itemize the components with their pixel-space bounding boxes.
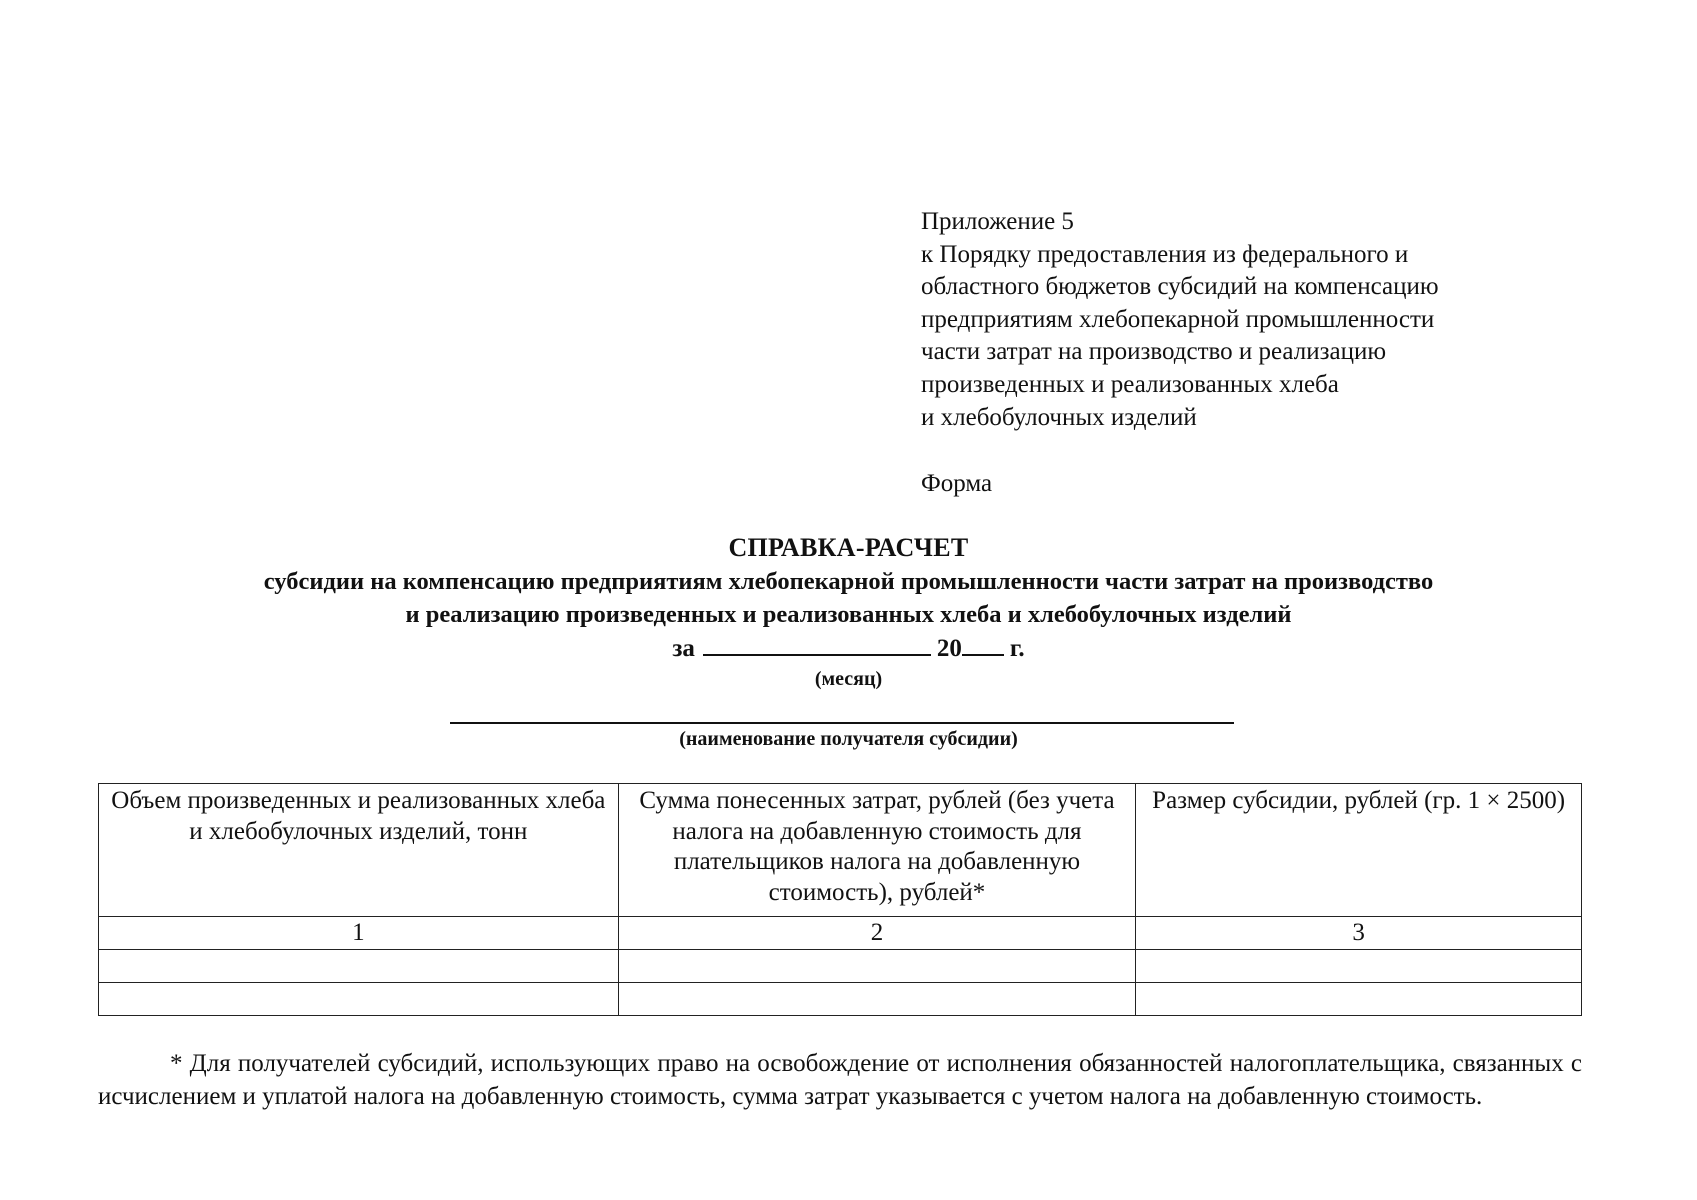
table-cell[interactable] bbox=[618, 950, 1136, 983]
period-prefix: за bbox=[672, 635, 695, 662]
table-row bbox=[99, 950, 1582, 983]
month-note: (месяц) bbox=[814, 668, 883, 690]
header-costs: Сумма понесенных затрат, рублей (без учета налога на добавленную стоимость для плательщиков налога на добавленную стоимость), рублей* bbox=[618, 784, 1136, 917]
table-cell[interactable] bbox=[1136, 983, 1582, 1016]
year-prefix: 20 bbox=[936, 635, 962, 662]
table-cell[interactable] bbox=[99, 950, 619, 983]
appendix-line: предприятиям хлебопекарной промышленности bbox=[921, 305, 1435, 333]
appendix-line: Приложение 5 bbox=[921, 208, 1074, 235]
subtitle-line: субсидии на компенсацию предприятиям хлебопекарной промышленности части затрат на производство bbox=[263, 568, 1434, 595]
period-line bbox=[0, 632, 1697, 665]
subtitle-line: и реализацию произведенных и реализованных хлеба и хлебобулочных изделий bbox=[405, 600, 1292, 628]
table-cell[interactable] bbox=[618, 983, 1136, 1016]
table-cell[interactable] bbox=[1136, 950, 1582, 983]
table-header-row bbox=[99, 784, 1582, 917]
table-row bbox=[99, 983, 1582, 1016]
column-number: 2 bbox=[618, 917, 1136, 950]
column-number: 3 bbox=[1136, 917, 1582, 950]
appendix-line: и хлебобулочных изделий bbox=[921, 403, 1197, 431]
form-label: Форма bbox=[921, 470, 993, 497]
header-volume: Объем произведенных и реализованных хлеба и хлебобулочных изделий, тонн bbox=[99, 784, 619, 917]
document-subtitle bbox=[0, 566, 1697, 631]
column-number-row bbox=[99, 917, 1582, 950]
appendix-line: к Порядку предоставления из федерального и bbox=[921, 240, 1409, 268]
year-blank-field[interactable] bbox=[962, 632, 1004, 656]
appendix-line: произведенных и реализованных хлеба bbox=[921, 370, 1339, 398]
period-suffix: г. bbox=[1009, 635, 1025, 662]
appendix-reference bbox=[921, 206, 1621, 434]
column-number: 1 bbox=[99, 917, 619, 950]
recipient-note: (наименование получателя субсидии) bbox=[679, 728, 1018, 750]
footnote: * Для получателей субсидий, использующих право на освобождение от исполнения обязанностей налогоплательщика, связанных с исчислением и уплатой налога на добавленную стоимость, сумма затрат указывается с учетом налога на добавленную стоимость. bbox=[98, 1050, 1582, 1110]
appendix-line: областного бюджетов субсидий на компенсацию bbox=[921, 273, 1439, 301]
recipient-blank-field[interactable] bbox=[450, 722, 1234, 724]
header-subsidy: Размер субсидии, рублей (гр. 1 × 2500) bbox=[1136, 784, 1582, 917]
month-blank-field[interactable] bbox=[703, 632, 931, 656]
table-cell[interactable] bbox=[99, 983, 619, 1016]
appendix-line: части затрат на производство и реализацию bbox=[921, 338, 1387, 366]
document-title: СПРАВКА-РАСЧЕТ bbox=[728, 533, 969, 562]
calculation-table bbox=[98, 783, 1582, 1016]
